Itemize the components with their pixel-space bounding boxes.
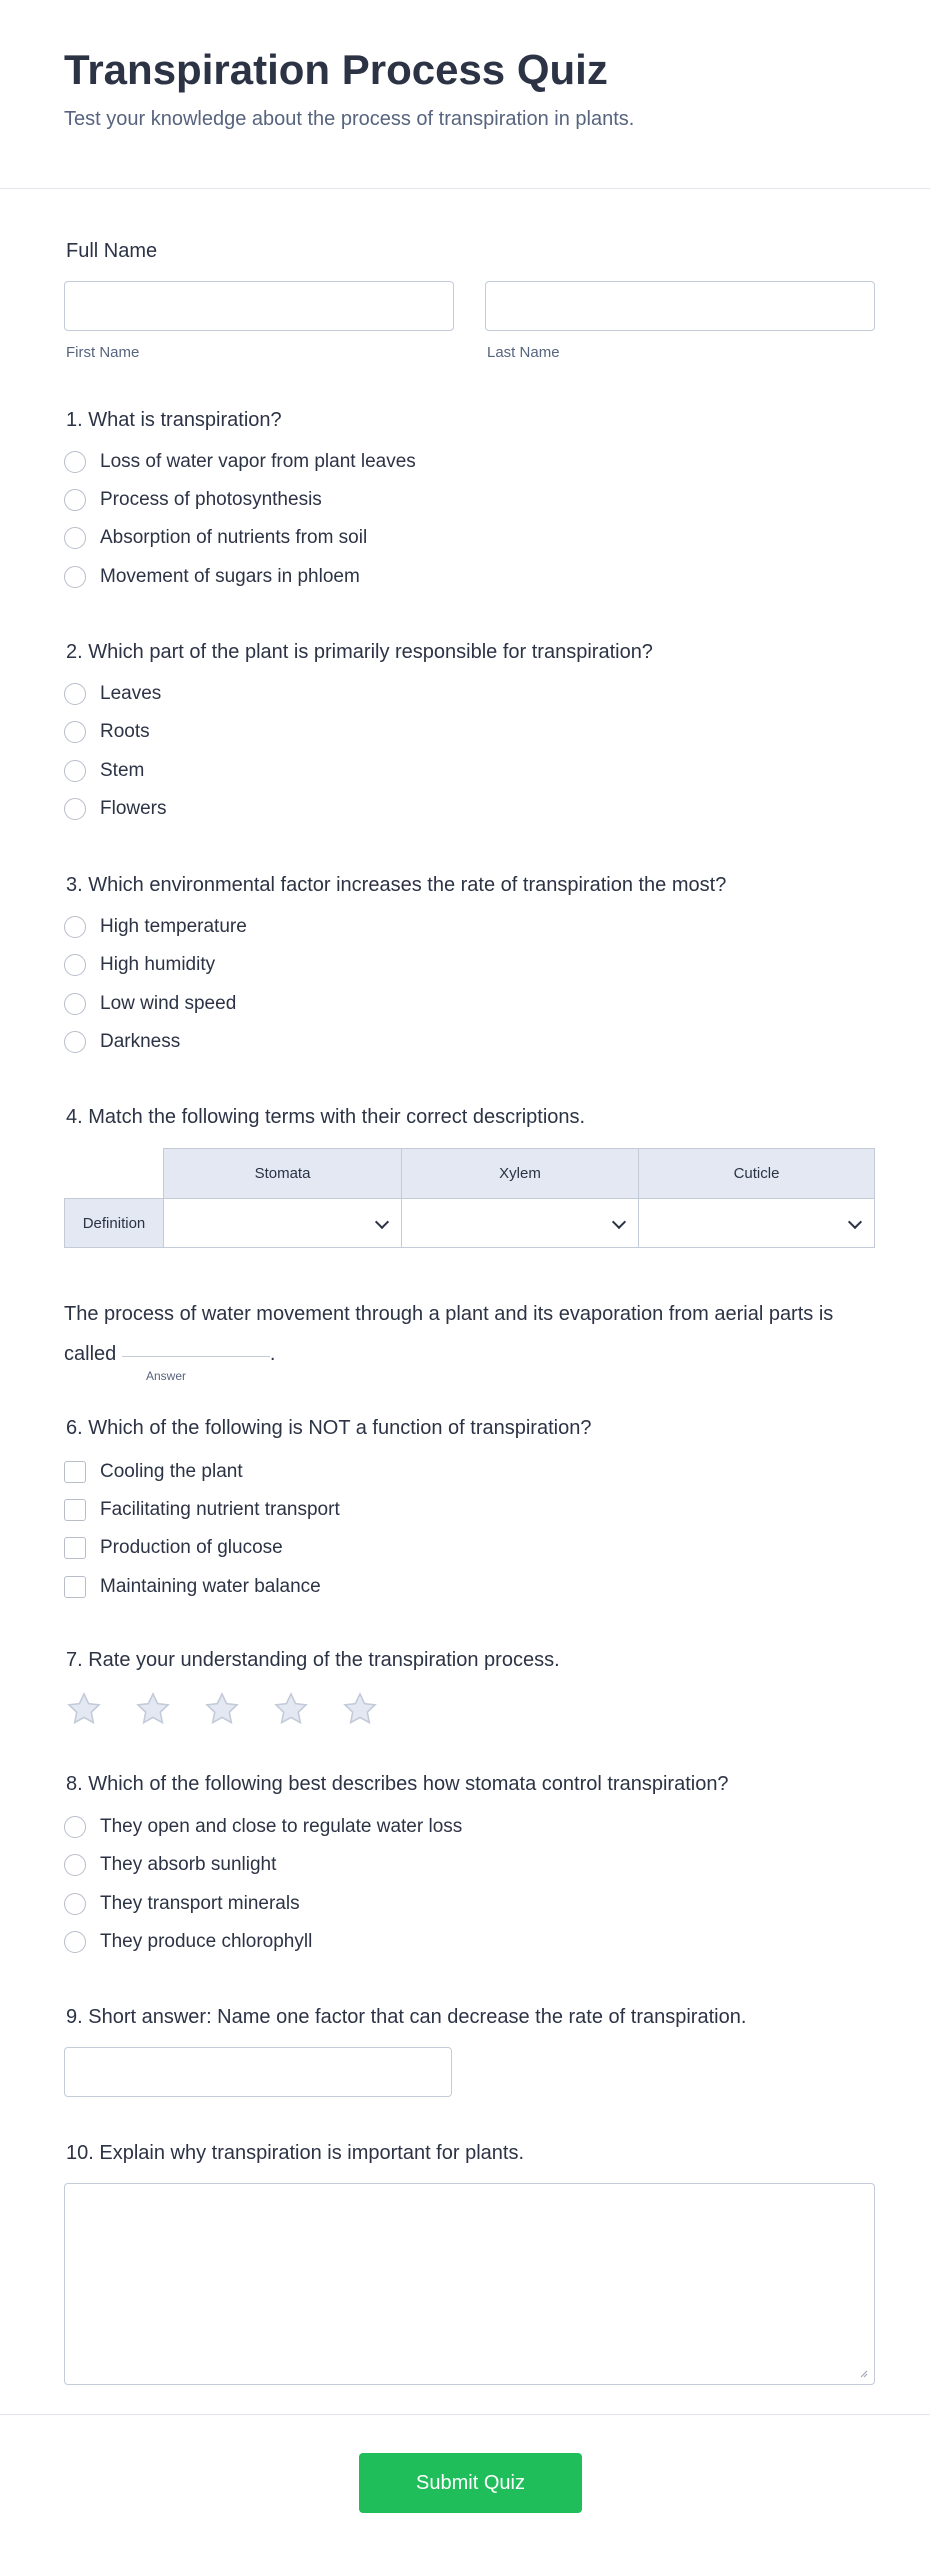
last-name-input[interactable]	[485, 281, 875, 331]
q8-option[interactable]: They absorb sunlight	[64, 1852, 276, 1878]
q5-fill-in-blank	[64, 1294, 884, 1374]
q5-text-before: The process of water movement through a plant and its evaporation from aerial parts is called	[64, 1303, 834, 1365]
cuticle-dropdown[interactable]	[638, 1198, 875, 1248]
checkbox[interactable]	[64, 1576, 86, 1598]
q6-question: 6. Which of the following is NOT a function of transpiration?	[66, 1417, 592, 1439]
submit-quiz-button[interactable]: Submit Quiz	[359, 2453, 582, 2513]
q6-option[interactable]: Maintaining water balance	[64, 1574, 321, 1600]
explanation-textarea[interactable]	[64, 2183, 875, 2385]
q4-question: 4. Match the following terms with their correct descriptions.	[66, 1106, 586, 1128]
radio-button[interactable]	[64, 527, 86, 549]
checkbox[interactable]	[64, 1537, 86, 1559]
first-name-sublabel: First Name	[66, 344, 140, 361]
q6-option[interactable]: Facilitating nutrient transport	[64, 1497, 340, 1523]
star-icon[interactable]	[133, 1690, 173, 1728]
answer-blank-input[interactable]	[122, 1334, 270, 1357]
q1-option[interactable]: Movement of sugars in phloem	[64, 564, 360, 590]
q8-question: 8. Which of the following best describes how stomata control transpiration?	[66, 1773, 729, 1795]
q10-question: 10. Explain why transpiration is important for plants.	[66, 2142, 524, 2164]
q2-question: 2. Which part of the plant is primarily responsible for transpiration?	[66, 641, 653, 663]
form-header	[0, 0, 930, 189]
checkbox[interactable]	[64, 1461, 86, 1483]
q8-option[interactable]: They transport minerals	[64, 1891, 300, 1917]
page-subtitle: Test your knowledge about the process of transpiration in plants.	[64, 108, 635, 130]
radio-button[interactable]	[64, 721, 86, 743]
star-icon[interactable]	[202, 1690, 242, 1728]
page-title: Transpiration Process Quiz	[64, 46, 608, 93]
q3-option[interactable]: High humidity	[64, 952, 215, 978]
matrix-column-header: Stomata	[163, 1148, 402, 1199]
radio-button[interactable]	[64, 916, 86, 938]
q2-option[interactable]: Roots	[64, 719, 150, 745]
q9-question: 9. Short answer: Name one factor that can decrease the rate of transpiration.	[66, 2006, 747, 2028]
radio-button[interactable]	[64, 489, 86, 511]
q2-option[interactable]: Flowers	[64, 796, 167, 822]
q2-option[interactable]: Leaves	[64, 681, 161, 707]
radio-button[interactable]	[64, 451, 86, 473]
xylem-dropdown[interactable]	[401, 1198, 639, 1248]
radio-button[interactable]	[64, 566, 86, 588]
star-icon[interactable]	[64, 1690, 104, 1728]
q8-option[interactable]: They produce chlorophyll	[64, 1929, 312, 1955]
full-name-label: Full Name	[66, 240, 158, 262]
q8-option[interactable]: They open and close to regulate water loss	[64, 1814, 462, 1840]
stomata-dropdown[interactable]	[163, 1198, 402, 1248]
radio-button[interactable]	[64, 1031, 86, 1053]
q3-option[interactable]: Darkness	[64, 1029, 180, 1055]
last-name-sublabel: Last Name	[487, 344, 560, 361]
q5-text-after: .	[269, 1343, 276, 1365]
radio-button[interactable]	[64, 1931, 86, 1953]
q3-question: 3. Which environmental factor increases the rate of transpiration the most?	[66, 874, 727, 896]
radio-button[interactable]	[64, 954, 86, 976]
radio-button[interactable]	[64, 798, 86, 820]
chevron-down-icon	[612, 1215, 626, 1229]
radio-button[interactable]	[64, 993, 86, 1015]
matrix-column-header: Cuticle	[638, 1148, 875, 1199]
q6-option[interactable]: Cooling the plant	[64, 1459, 243, 1485]
q3-option[interactable]: Low wind speed	[64, 991, 236, 1017]
radio-button[interactable]	[64, 683, 86, 705]
q3-option[interactable]: High temperature	[64, 914, 247, 940]
radio-button[interactable]	[64, 1854, 86, 1876]
resize-handle-icon[interactable]	[858, 2368, 868, 2378]
q1-question: 1. What is transpiration?	[66, 409, 282, 431]
star-icon[interactable]	[271, 1690, 311, 1728]
footer-divider	[0, 2414, 930, 2415]
short-answer-input[interactable]	[64, 2047, 452, 2097]
q1-option[interactable]: Absorption of nutrients from soil	[64, 525, 367, 551]
star-icon[interactable]	[340, 1690, 380, 1728]
chevron-down-icon	[848, 1215, 862, 1229]
q6-option[interactable]: Production of glucose	[64, 1535, 283, 1561]
q7-question: 7. Rate your understanding of the transpiration process.	[66, 1649, 560, 1671]
answer-sublabel: Answer	[146, 1369, 187, 1383]
q1-option[interactable]: Process of photosynthesis	[64, 487, 322, 513]
first-name-input[interactable]	[64, 281, 454, 331]
matching-matrix	[64, 1148, 875, 1248]
chevron-down-icon	[375, 1215, 389, 1229]
checkbox[interactable]	[64, 1499, 86, 1521]
star-rating	[64, 1690, 409, 1728]
radio-button[interactable]	[64, 760, 86, 782]
radio-button[interactable]	[64, 1816, 86, 1838]
radio-button[interactable]	[64, 1893, 86, 1915]
q1-option[interactable]: Loss of water vapor from plant leaves	[64, 449, 416, 475]
q2-option[interactable]: Stem	[64, 758, 144, 784]
matrix-row-label: Definition	[64, 1198, 164, 1248]
matrix-column-header: Xylem	[401, 1148, 639, 1199]
